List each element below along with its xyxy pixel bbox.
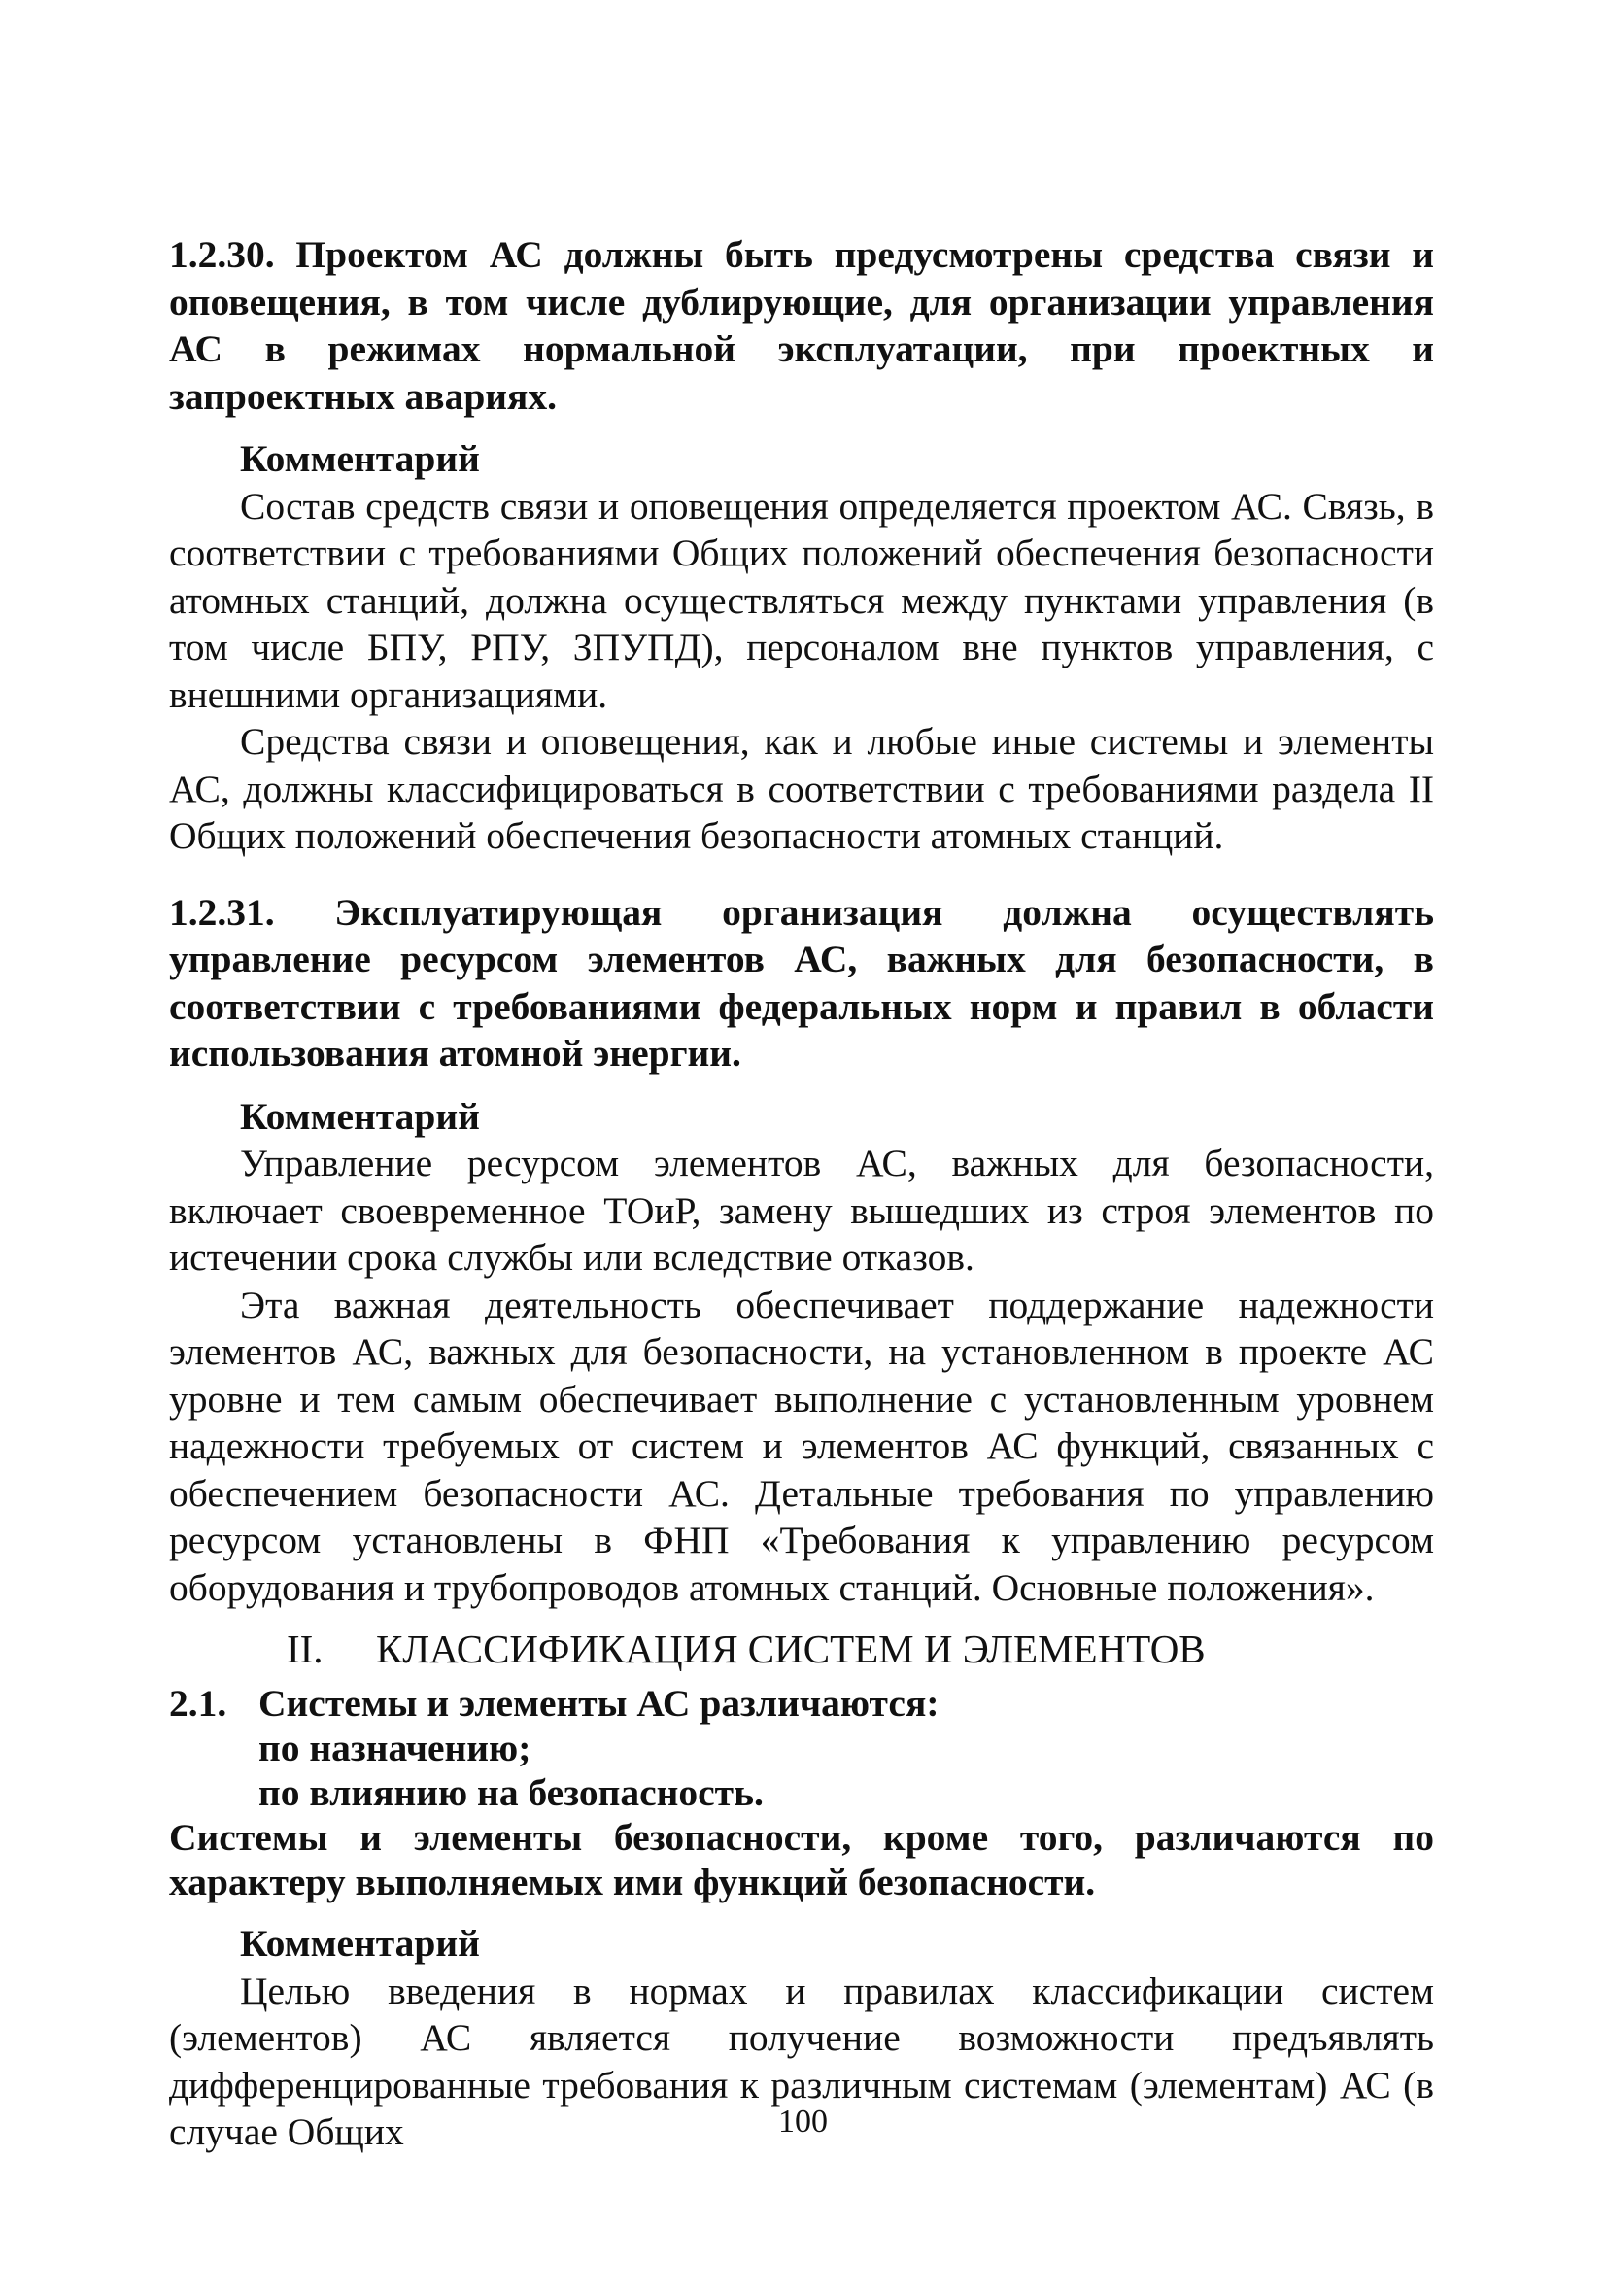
comment-paragraph: Средства связи и оповещения, как и любые иные системы и элементы АС, должны классифицироваться в соответствии с требованиями раздела II Общих положений обеспечения безопасности атомных станций.	[169, 720, 1434, 857]
comment-heading: Комментарий	[240, 437, 480, 480]
comment-paragraph: Эта важная деятельность обеспечивает поддержание надежности элементов АС, важных для безопасности, на установленном в проекте АС уровне и тем самым обеспечивает выполнение с установленным уровнем надежности требуемых от систем и элементов АС функций, связанных с обеспечением безопасности АС. Детальные требования по управлению ресурсом установлены в ФНП «Требования к управлению ресурсом оборудования и трубопроводов атомных станций. Основные положения».	[169, 1283, 1434, 1609]
comment-heading: Комментарий	[240, 1922, 480, 1965]
clause-lead: Системы и элементы АС различаются:	[258, 1682, 940, 1725]
list-item: по назначению;	[258, 1727, 531, 1769]
section-title: КЛАССИФИКАЦИЯ СИСТЕМ И ЭЛЕМЕНТОВ	[376, 1627, 1206, 1671]
page-number: 100	[778, 2104, 828, 2140]
section-heading	[169, 1625, 1434, 1673]
clause-1-2-31: 1.2.31. Эксплуатирующая организация должна осуществлять управление ресурсом элементов АС, важных для безопасности, в соответствии с требованиями федеральных норм и правил в области использования атомной энергии.	[169, 890, 1434, 1075]
list-item: по влиянию на безопасность.	[258, 1771, 764, 1814]
clause-2-1-continuation: Системы и элементы безопасности, кроме того, различаются по характеру выполняемых ими функций безопасности.	[169, 1816, 1434, 1903]
clause-2-1-lead	[169, 1681, 1434, 1726]
comment-heading: Комментарий	[240, 1094, 480, 1138]
clause-1-2-30: 1.2.30. Проектом АС должны быть предусмотрены средства связи и оповещения, в том числе дублирующие, для организации управления АС в режимах нормальной эксплуатации, при проектных и запроектных авариях.	[169, 233, 1434, 418]
section-number: II.	[287, 1627, 324, 1671]
comment-paragraph: Управление ресурсом элементов АС, важных для безопасности, включает своевременное ТОиР, замену вышедших из строя элементов по истечении срока службы или вследствие отказов.	[169, 1142, 1434, 1279]
clause-number: 2.1.	[169, 1682, 227, 1725]
comment-paragraph: Целью введения в нормах и правилах классификации систем (элементов) АС является получение возможности предъявлять дифференцированные требования к различным системам (элементам) АС (в случае Общих	[169, 1969, 1434, 2153]
comment-paragraph: Состав средств связи и оповещения определяется проектом АС. Связь, в соответствии с требованиями Общих положений обеспечения безопасности атомных станций, должна осуществляться между пунктами управления (в том числе БПУ, РПУ, ЗПУПД), персоналом вне пунктов управления, с внешними организациями.	[169, 484, 1434, 716]
document-page	[169, 231, 1434, 2156]
